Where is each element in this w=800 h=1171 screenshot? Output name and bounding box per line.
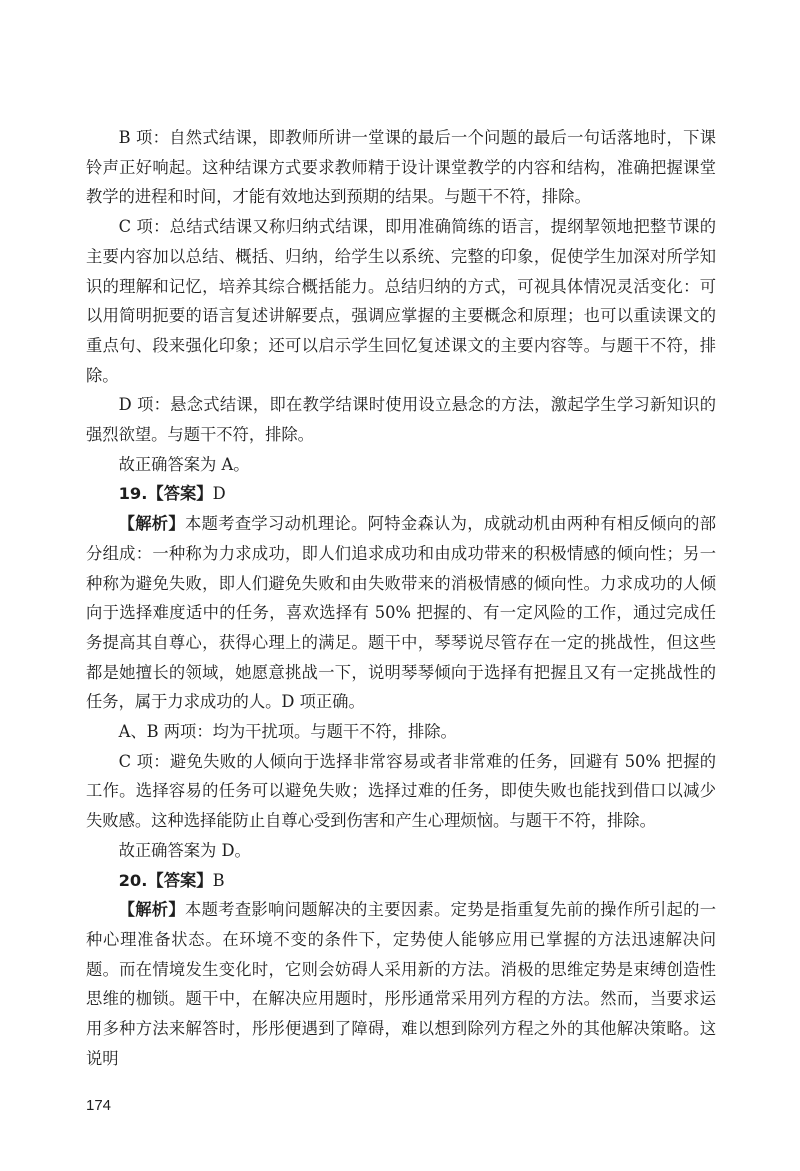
body-text — [86, 123, 716, 1074]
answer-19 — [86, 479, 716, 509]
paragraph-option-b — [86, 123, 716, 212]
analysis-19 — [86, 509, 716, 717]
paragraph-text: 本题考查学习动机理论。阿特金森认为，成就动机由两种有相反倾向的部分组成：一种称为力求成功，即人们追求成功和由成功带来的积极情感的倾向性；另一种称为避免失败，即人们避免失败和由失败带来的消极情感的倾向性。力求成功的人倾向于选择难度适中的任务，喜欢选择有 50% 把握的、有一定风险的工作，通过完成任务提高其自尊心，获得心理上的满足。题干中，琴琴说尽管存在一定的挑战性，但这些都是她擅长的领域，她愿意挑战一下，说明琴琴倾向于选择有把握且又有一定挑战性的任务，属于力求成功的人。D 项正确。 — [86, 514, 716, 712]
paragraph-text: 故正确答案为 D。 — [118, 840, 251, 860]
paragraph-option-ab — [86, 717, 716, 747]
answer-value: B — [212, 870, 225, 890]
answer-label: 19.【答案】 — [118, 484, 213, 504]
answer-label: 20.【答案】 — [118, 870, 213, 890]
paragraph-option-c-19 — [86, 747, 716, 836]
analysis-label: 【解析】 — [118, 514, 186, 534]
paragraph-text: C 项：避免失败的人倾向于选择非常容易或者非常难的任务，回避有 50% 把握的工作。选择容易的任务可以避免失败；选择过难的任务，即使失败也能找到借口以减少失败感。这种选择能防止自尊心受到伤害和产生心理烦恼。与题干不符，排除。 — [86, 751, 716, 831]
paragraph-option-c — [86, 212, 716, 390]
paragraph-text: B 项：自然式结课，即教师所讲一堂课的最后一个问题的最后一句话落地时，下课铃声正好响起。这种结课方式要求教师精于设计课堂教学的内容和结构，准确把握课堂教学的进程和时间，才能有效地达到预期的结果。与题干不符，排除。 — [86, 128, 716, 207]
page-number: 174 — [86, 1097, 112, 1114]
analysis-label: 【解析】 — [118, 900, 186, 920]
answer-value: D — [212, 484, 226, 504]
paragraph-conclusion-19 — [86, 836, 716, 866]
paragraph-text: 故正确答案为 A。 — [118, 454, 250, 474]
analysis-20 — [86, 895, 716, 1073]
paragraph-option-d — [86, 390, 716, 449]
paragraph-text: C 项：总结式结课又称归纳式结课，即用准确简练的语言，提纲挈领地把整节课的主要内容加以总结、概括、归纳，给学生以系统、完整的印象，促使学生加深对所学知识的理解和记忆，培养其综合概括能力。总结归纳的方式，可视具体情况灵活变化：可以用简明扼要的语言复述讲解要点，强调应掌握的主要概念和原理；也可以重读课文的重点句、段来强化印象；还可以启示学生回忆复述课文的主要内容等。与题干不符，排除。 — [86, 217, 716, 385]
paragraph-text: 本题考查影响问题解决的主要因素。定势是指重复先前的操作所引起的一种心理准备状态。在环境不变的条件下，定势使人能够应用已掌握的方法迅速解决问题。而在情境发生变化时，它则会妨碍人采用新的方法。消极的思维定势是束缚创造性思维的枷锁。题干中，在解决应用题时，彤彤通常采用列方程的方法。然而，当要求运用多种方法来解答时，彤彤便遇到了障碍，难以想到除列方程之外的其他解决策略。这说明 — [86, 900, 716, 1068]
answer-20 — [86, 866, 716, 896]
paragraph-conclusion-18 — [86, 450, 716, 480]
paragraph-text: A、B 两项：均为干扰项。与题干不符，排除。 — [118, 722, 457, 742]
paragraph-text: D 项：悬念式结课，即在教学结课时使用设立悬念的方法，激起学生学习新知识的强烈欲望。与题干不符，排除。 — [86, 395, 716, 445]
